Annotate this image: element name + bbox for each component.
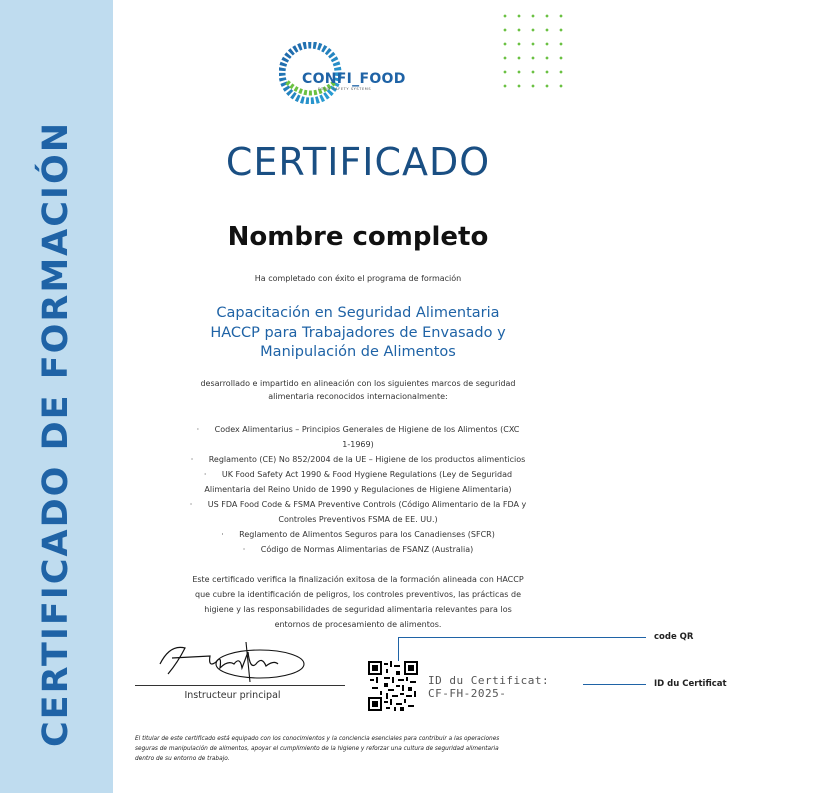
bullet: · xyxy=(242,545,246,554)
program-line: Capacitación en Seguridad Alimentaria xyxy=(216,305,500,321)
bullet: · xyxy=(196,425,200,434)
framework-text: Controles Preventivos FSMA de EE. UU.) xyxy=(278,515,438,524)
list-item xyxy=(130,542,586,557)
qr-callout-connector xyxy=(398,637,399,661)
qr-code-icon xyxy=(368,661,418,711)
framework-text: US FDA Food Code & FSMA Preventive Controls (Código Alimentario de la FDA y xyxy=(207,500,527,509)
framework-text: Codex Alimentarius – Principios Generales de Higiene de los Alimentos (CXC xyxy=(214,425,520,434)
bullet: · xyxy=(189,500,193,509)
qr-callout-line xyxy=(398,637,646,638)
framework-text: Código de Normas Alimentarias de FSANZ (Australia) xyxy=(260,545,474,554)
qr-callout-label: code QR xyxy=(654,632,694,642)
framework-list xyxy=(130,422,586,557)
signature-label: Instructeur principal xyxy=(184,690,281,701)
footer-line: dentro de su entorno de trabajo. xyxy=(135,756,230,762)
framework-text: Reglamento de Alimentos Seguros para los Canadienses (SFCR) xyxy=(239,530,495,539)
verification-line: entornos de procesamiento de alimentos. xyxy=(274,620,442,629)
list-item xyxy=(130,422,586,452)
verification-statement xyxy=(140,572,576,632)
intro-line: alimentaria reconocidos internacionalmente: xyxy=(268,392,448,401)
certificate-id-label: ID du Certificat: xyxy=(428,674,550,687)
list-item xyxy=(130,527,586,542)
sidebar xyxy=(0,0,113,793)
list-item xyxy=(130,452,586,467)
signature-line xyxy=(135,685,345,686)
program-name xyxy=(140,304,576,363)
program-line: Manipulación de Alimentos xyxy=(260,344,456,360)
signature-icon xyxy=(150,634,310,684)
footer-line: El titular de este certificado está equipado con los conocimientos y la conciencia esenciales para contribuir a las operaciones xyxy=(135,736,500,742)
bullet: · xyxy=(190,455,194,464)
logo-name: CONFI_FOOD xyxy=(302,71,406,87)
framework-text: UK Food Safety Act 1990 & Food Hygiene Regulations (Ley de Seguridad xyxy=(221,470,513,479)
sidebar-title: CERTIFICADO DE FORMACIÓN xyxy=(36,121,76,747)
footer-note xyxy=(135,734,575,764)
logo-tagline: FOOD SAFETY SYSTEMS xyxy=(318,87,372,91)
certificate-id-value: CF-FH-2025- xyxy=(428,687,507,700)
id-callout-line xyxy=(583,684,646,685)
verification-line: higiene y las responsabilidades de seguridad alimentaria relevantes para los xyxy=(204,605,512,614)
framework-intro xyxy=(130,377,586,403)
framework-text: Alimentaria del Reino Unido de 1990 y Regulaciones de Higiene Alimentaria) xyxy=(204,485,512,494)
framework-text: Reglamento (CE) No 852/2004 de la UE – Higiene de los productos alimenticios xyxy=(208,455,526,464)
certificate-title: CERTIFICADO xyxy=(225,140,491,184)
framework-text: 1-1969) xyxy=(342,440,374,449)
bullet: · xyxy=(221,530,224,539)
recipient-name: Nombre completo xyxy=(227,222,489,252)
completed-text: Ha completado con éxito el programa de formación xyxy=(254,274,462,283)
id-callout-label: ID du Certificat xyxy=(654,679,727,689)
list-item xyxy=(130,497,586,527)
program-line: HACCP para Trabajadores de Envasado y xyxy=(210,324,506,341)
intro-line: desarrollado e impartido en alineación con los siguientes marcos de seguridad xyxy=(200,379,516,388)
verification-line: Este certificado verifica la finalización exitosa de la formación alineada con HACCP xyxy=(192,575,524,584)
bullet: · xyxy=(203,470,207,479)
decorative-dot-grid xyxy=(498,9,572,93)
verification-line: que cubre la identificación de peligros, los controles preventivos, las prácticas de xyxy=(194,590,521,599)
footer-line: seguras de manipulación de alimentos, apoyar el cumplimiento de la higiene y reforzar una cultura de seguridad alimentaria xyxy=(135,746,499,752)
list-item xyxy=(130,467,586,497)
